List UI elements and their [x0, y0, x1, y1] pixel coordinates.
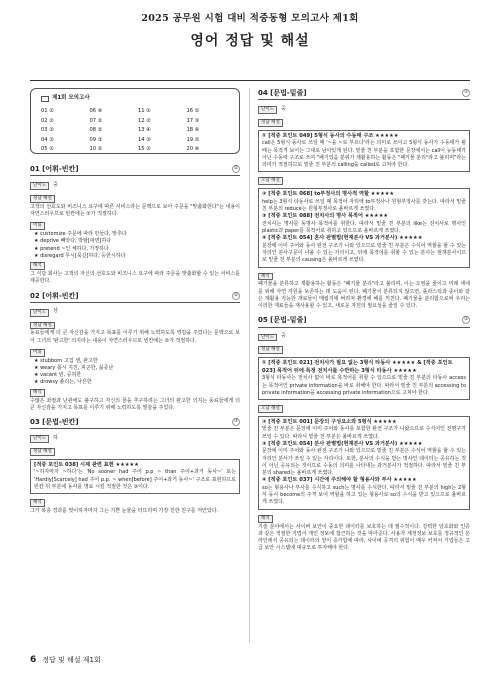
- question-01: [30, 164, 240, 286]
- question-title: 03 [문법-빈칸]: [30, 418, 79, 427]
- vocab-item: ★ weary 몹시 지친, 피곤한, 싫증난: [34, 364, 114, 371]
- translation-text: 수많은 좌절과 난관에도 불구하고 자신의 꿈을 추구하려는 그녀의 완고한 의지는 동료들에게 더 큰 자신감을 가지고 목표를 이루기 위해 노력하도록 영감을 주었다.: [30, 397, 240, 411]
- page-footer: [30, 654, 101, 667]
- answer-item: 09 ③: [89, 136, 103, 143]
- question-title: 01 [어휘-빈칸]: [30, 165, 79, 173]
- question-05: [258, 315, 470, 552]
- header: [0, 12, 500, 51]
- difficulty-row: [258, 104, 470, 115]
- question-title: 04 [문법-밑줄]: [258, 89, 307, 97]
- point-body: 문장에 이미 주어와 동사 완전 구조가 나와 있으므로 밑줄 친 부분은 수식어 역할을 할 수 있는 자리인 분사가 쓰일 수 있는 자리이다. 또한, 분사의 수식을 받는 명사인 데이터는 공유하는 것이 아닌 공유되는 것이므로 수동의 의미를 나타내는 과거분사가 적절하다. 따라서 밑줄 친 부분의 shared는 올바르게 쓰였다.: [262, 448, 466, 477]
- difficulty-tag: 난이도: [30, 182, 49, 190]
- explanation-tag: 정답 해설: [258, 346, 283, 354]
- point-title: ① [적중 포인트 021] 전치사가 필요 없는 3형식 타동사 ★★★★★ & [적중 포인트 023] 목적어 뒤에 특정 전치사를 수반하는 3형식 타동사 ★★★★★: [262, 360, 453, 374]
- answer-item: 14 ③: [138, 136, 151, 143]
- point-body: 전치사는 명사를 동명사 목적어를 취한다. 따라서 밑줄 친 부분의 like는 전치사로 명사인 plastic과 paper를 목적어로 취하고 있으므로 올바르게 쓰였다.: [262, 220, 466, 235]
- difficulty-value: 중: [281, 105, 286, 112]
- explanation-text: 고객의 선호도와 비즈니스 요구에 따른 서비스라는 문맥으로 보아 주문을 "맞춤화한다"는 내용이 자연스러우므로 빈칸에는 ②가 적절하다.: [30, 203, 240, 218]
- point-title: ② [적중 포인트 068] to부정사의 명사적 역할 ★★★★★: [262, 191, 395, 198]
- question-header: [30, 291, 240, 303]
- point-title: [적중 포인트 038] 시제 관련 표현 ★★★★★: [34, 461, 139, 468]
- difficulty-tag: 난이도: [30, 309, 49, 317]
- title-rule: [30, 80, 470, 81]
- answer-item: 20 ④: [186, 146, 200, 153]
- vocab-item: ★ customize 주문에 따라 만들다, 맞추다: [34, 231, 127, 238]
- point-title: ③ [적중 포인트 054] 분사 판별법(현재분사 VS 과거분사) ★★★★★: [262, 440, 423, 447]
- answer-item: 17 ③: [186, 117, 200, 124]
- point-box: [258, 357, 470, 400]
- answer-item: 18 ④: [186, 127, 200, 134]
- footer-text: 정답 및 해설 제1회: [42, 656, 101, 665]
- wrong-answer-tag: 오답 해설: [258, 177, 283, 185]
- page-title: 영어 정답 및 해설: [190, 32, 310, 49]
- explanation-text: 동료들에게 더 큰 자신감을 가지고 목표를 이루기 위해 노력하도록 영감을 주었다는 문맥으로 보아 그녀의 '완고한' 의지라는 내용이 자연스러우므로 빈칸에는 ②가 적절하다.: [30, 330, 240, 344]
- answer-grid: [41, 108, 229, 154]
- difficulty-row: [30, 307, 240, 318]
- difficulty-row: [258, 332, 470, 343]
- vocab-item: ★ stubborn 고집 센, 완고한: [34, 357, 98, 364]
- point-title: ③ [적중 포인트 088] 전치사의 명사 목적어 ★★★★★: [262, 213, 389, 220]
- vocab-item: ★ drowsy 졸리는, 나른한: [34, 379, 92, 386]
- translation-text: 그가 복층 경과를 맞이하자마자 그는 기쁜 눈물을 터뜨리며 가장 친한 친구를 껴안았다.: [30, 507, 219, 514]
- difficulty-value: 상: [53, 308, 58, 315]
- point-body: 밑줄 친 부분은 문장에 이미 주어와 동사를 포함한 완전 구조가 나왔으므로 수식어인 전명구가 쓰일 수 있다. 따라서 밑줄 친 부분은 올바르게 쓰였다.: [262, 426, 466, 440]
- difficulty-value: 중: [53, 181, 58, 188]
- right-column: [258, 88, 470, 555]
- point-box: [30, 459, 240, 494]
- answer-item: 05 ②: [41, 146, 54, 153]
- point-box: [258, 130, 470, 173]
- answer-mark: ③: [233, 418, 239, 425]
- column-divider: [249, 88, 250, 643]
- translation-tag: 해석: [258, 273, 273, 281]
- vocab-item: ★ pretend ~인 체하다, 가장하다: [34, 245, 109, 252]
- vocab-item: ★ vacant 빈, 공허한: [34, 372, 82, 379]
- question-header: [30, 417, 240, 429]
- vocab-item: ★ deprive 빼앗다, 박탈[파면]하다: [34, 238, 112, 245]
- point-body: 분장에 이미 주어와 동사 완전 구조가 나와 있으므로 밑줄 친 부분은 수식어 역할을 할 수 있는 자리인 분사구문이 나올 수 있는 자리이고, 뒤에 목적어를 취할 수 있는 분사는 현재분사이므로 밑줄 친 부분의 causing은 올바르게 쓰였다.: [262, 242, 466, 264]
- answer-mark: ②: [233, 165, 239, 172]
- answer-item: 06 ④: [89, 107, 103, 114]
- difficulty-row: [30, 433, 240, 444]
- question-04: [258, 88, 470, 310]
- explanation-tag: 정답 해설: [30, 322, 55, 330]
- answer-item: 11 ①: [138, 107, 151, 114]
- question-title: 02 [어휘-빈칸]: [30, 291, 79, 300]
- answer-item: 04 ③: [41, 136, 54, 143]
- point-body: help는 3형식 타동사로 쓰일 때 목적어 자리에 to부정사나 원형부정사를 갖는다. 따라서 밑줄 친 부분의 reduce는 원형부정사로 올바르게 쓰였다.: [262, 198, 466, 212]
- question-03: [30, 417, 240, 515]
- answer-item: 03 ③: [41, 127, 54, 134]
- answer-mark: ①: [463, 316, 469, 323]
- translation-tag: 해석: [30, 262, 45, 270]
- answer-item: 19 ②: [186, 136, 200, 143]
- point-body: '~하자마자 ~하다'는 'No sooner had 주어 p.p ~ than 주어+과거 동사~' 또는 'Hardly[Scarcely] had 주어 p.p. ~ when[before] 주어+과거 동사~' 구조로 표현하므로 빈칸 뒤 부분에 동사를 명료 시킬 적절한 것은 ③이다.: [34, 469, 236, 490]
- difficulty-value: 중: [281, 333, 286, 340]
- question-header: [30, 164, 240, 176]
- answer-item: 07 ②: [89, 117, 103, 124]
- translation-tag: 해석: [30, 499, 45, 507]
- answer-mark: ②: [233, 291, 239, 298]
- translation-text: 폐기물을 분류하고 재활용하는 활동은 "폐기물 분리"라고 불리며, 이는 오염을 줄이고 미래 세대를 위해 자연 자원을 보존하는 데 도움이 된다. 폐기물이 분류되지 않으면, 플라스틱과 종이와 같은 재활용 가능한 재료들이 매립지에 버려져 환경에 해를 끼친다. 폐기물을 분리함으로써 우리는 이러한 재료들을 재사용할 수 있고, 새로운 자원의 필요성을 줄일 수 있다.: [258, 281, 470, 310]
- explanation-tag: 정답 해설: [30, 195, 55, 203]
- point-body: call은 5형식 동사로 쓰일 때 '~을 ~로 부르다'라는 의미로 쓰이고 5형식 동사가 수동태가 될 때는 목적격 보어는 그대로 남아있게 된다. 밑줄 친 부분을 포함한 문장에서는 call이 능동태가 아닌 수동태 구조로 쓰여 "패기있음 분위가 재활용하는 활동은 "패기물 분리"라고 불리며"라는 의미가 적절하므로 밑줄 친 부분의 calling을 called로 고쳐야 한다.: [262, 140, 466, 169]
- translation-text: 기술 분야에서는 사이버 보안이 중요한 데이터를 보호하는 데 필수적이다. 강력한 암호화와 인증과 같은 적절한 기법이 개인 정보에 접근하는 것을 막아준다. 사용자 계정정보 보호를 정규적인 온라인에서 공유되는 데이터의 양이 증가함에 따라, 사이버 공격의 위험이 매우 커져서 기업들은 고급 보안 시스템에 대규모로 투자해야 한다.: [258, 523, 470, 552]
- question-header: [258, 315, 470, 327]
- question-02: [30, 291, 240, 413]
- answer-key-title: [41, 95, 229, 103]
- difficulty-value: 하: [53, 434, 58, 441]
- answer-item: 16 ①: [186, 107, 200, 114]
- vocab-tag: 어휘: [30, 222, 45, 230]
- difficulty-row: [30, 180, 240, 191]
- answer-key-box: [30, 88, 240, 154]
- difficulty-tag: 난이도: [258, 106, 277, 114]
- point-title: ④ [적중 포인트 037] 시간에 주의해야 할 형용사와 부사 ★★★★★: [262, 477, 417, 484]
- page-number: 6: [30, 655, 37, 665]
- answer-mark: ①: [463, 89, 469, 96]
- explanation-tag: 정답 해설: [258, 119, 283, 127]
- left-column: [30, 88, 240, 517]
- translation-tag: 해석: [30, 389, 45, 397]
- book-icon: [41, 96, 49, 102]
- question-header: [258, 88, 470, 100]
- answer-item: 10 ②: [89, 146, 103, 153]
- answer-item: 02 ②: [41, 117, 54, 124]
- point-box: [258, 416, 470, 510]
- answer-item: 15 ②: [138, 146, 151, 153]
- point-body: 3형식 타동사는 전치사 없이 바로 목적어를 취할 수 있으므로 밑줄 친 부분의 타동사 access는 목적어인 private information을 바로 취해야 한다. 따라서 밑줄 친 부분의 accessing to private information을 accessing private information으로 고쳐야 한다.: [262, 375, 466, 396]
- question-title: 05 [문법-밑줄]: [258, 316, 307, 325]
- difficulty-tag: 난이도: [30, 435, 49, 443]
- explanation-tag: 정답 해설: [30, 448, 55, 456]
- translation-text: 그 식당 회사는 고객의 자신의 선호도와 비즈니스 요구에 따라 주문을 맞춤화할 수 있는 서비스를 제공한다.: [30, 271, 240, 285]
- point-title: ④ [적중 포인트 054] 혼사 판별법(현재분사 VS 과거분사) ★★★★★: [262, 235, 423, 242]
- translation-tag: 해석: [258, 515, 273, 523]
- point-box: [258, 188, 470, 267]
- vocab-tag: 어휘: [30, 349, 45, 357]
- answer-item: 08 ②: [89, 127, 103, 134]
- answer-item: 13 ④: [138, 127, 151, 134]
- answer-key-label: 제1회 모의고사: [52, 95, 90, 101]
- point-title: ② [적중 포인트 001] 문장의 구성요소와 5형식 ★★★★★: [262, 418, 397, 425]
- exam-subtitle: 2025 공무원 시험 대비 적중동형 모의고사 제1회: [141, 13, 359, 24]
- point-body: so는 형용사나 부사를 수식하고 such는 명사를 수식한다. 따라서 밑줄 친 부분의 high는 2형식 동사 become의 주격 보어 역할을 하고 있는 형용사로 so의 수식을 받고 있으므로 올바르게 쓰였다.: [262, 484, 466, 506]
- wrong-answer-tag: 오답 해설: [258, 405, 283, 413]
- difficulty-tag: 난이도: [258, 334, 277, 342]
- answer-item: 12 ②: [138, 117, 151, 124]
- point-title: ① [적중 포인트 049] 5형식 동사의 수동태 구조 ★★★★★: [262, 132, 399, 139]
- vocab-item: ★ disregard 무시[묵살]하다, 등한시하다: [34, 252, 126, 259]
- answer-item: 01 ②: [41, 107, 54, 114]
